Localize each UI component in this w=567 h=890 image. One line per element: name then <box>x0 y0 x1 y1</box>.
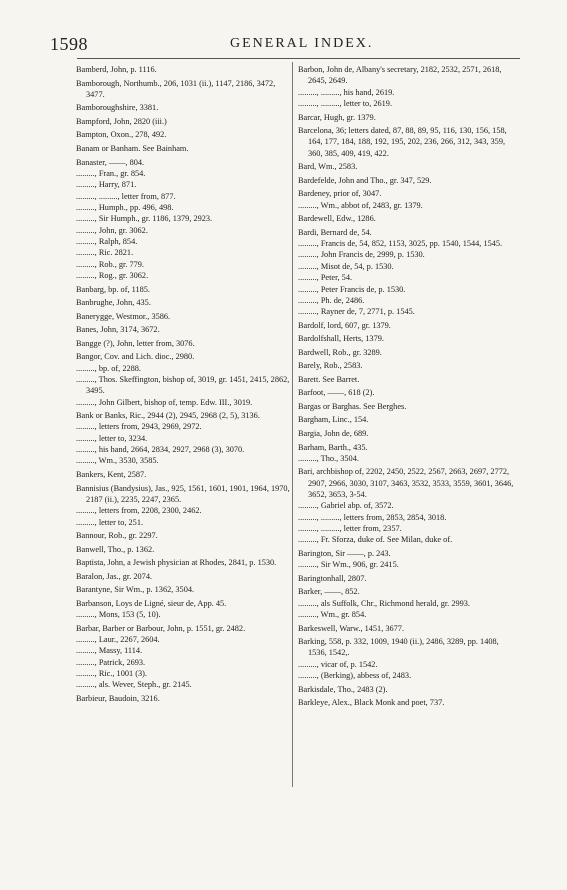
index-entry: Barington, Sir ——, p. 243. <box>298 548 391 558</box>
index-entry: Bard, Wm., 2583. <box>298 162 358 172</box>
index-entry: Banbarg, bp. of, 1185. <box>76 284 150 294</box>
index-subentry: ........., Ralph, 854. <box>76 236 138 246</box>
index-entry: Barkeswell, Warw., 1451, 3677. <box>298 623 405 633</box>
index-entry: Bampford, John, 2820 (iii.) <box>76 116 167 126</box>
index-subentry: ........., Tho., 3504. <box>298 453 359 463</box>
right-column <box>298 64 516 709</box>
index-subentry: ........., Peter Francis de, p. 1530. <box>298 284 406 294</box>
index-entry: Bari, archbishop of, 2202, 2450, 2522, 2567, 2663, 2697, 2772, 2907, 2966, 3030, 3107, 3463, 3532, 3533, 3559, 3601, 3646, 3652, 3653, 3-54. <box>298 467 514 500</box>
index-subentry: ........., Ric. 2821. <box>76 248 134 258</box>
running-title: GENERAL INDEX. <box>230 36 374 51</box>
index-subentry: ........., Peter, 54. <box>298 273 353 283</box>
left-column <box>76 64 294 704</box>
page-header <box>50 34 519 52</box>
index-entry: Bargas or Barghas. See Berghes. <box>298 401 407 411</box>
index-entry: Banbrughe, John, 435. <box>76 298 151 308</box>
index-subentry: ........., Ph. de, 2486. <box>298 295 365 305</box>
index-entry: Bardeney, prior of, 3047. <box>298 189 382 199</box>
index-entry: Barbon, John de, Albany's secretary, 2182, 2532, 2571, 2618, 2645, 2649. <box>298 65 502 86</box>
index-subentry: ........., vicar of, p. 1542. <box>298 659 378 669</box>
index-subentry: ........., Wm., abbot of, 2483, gr. 1379. <box>298 200 423 210</box>
index-entry: Barbanson, Loys de Ligné, sieur de, App. 45. <box>76 598 227 608</box>
index-subentry: ........., als. Wever, Steph., gr. 2145. <box>76 680 192 690</box>
index-entry: Barham, Barth., 435. <box>298 442 368 452</box>
index-subentry: ........., bp. of, 2288. <box>76 363 141 373</box>
index-entry: Bardefelde, John and Tho., gr. 347, 529. <box>298 175 432 185</box>
index-entry: Bargham, Linc., 154. <box>298 415 369 425</box>
index-entry: Bardi, Bernard de, 54. <box>298 227 372 237</box>
index-subentry: ........., Wm., gr. 854. <box>298 610 367 620</box>
index-subentry: ........., letter to, 251. <box>76 517 144 527</box>
index-subentry: ........., Rayner de, 7, 2771, p. 1545. <box>298 307 415 317</box>
index-subentry: ........., Wm., 3530, 3585. <box>76 456 159 466</box>
index-entry: Baptista, John, a Jewish physician at Rhodes, 2841, p. 1530. <box>76 558 277 568</box>
index-entry: Bampton, Oxon., 278, 492. <box>76 130 167 140</box>
index-entry: Baralon, Jas., gr. 2074. <box>76 571 153 581</box>
index-entry: Barkleye, Alex., Black Monk and poet, 737. <box>298 698 445 708</box>
index-entry: Barker, ——, 852. <box>298 587 360 597</box>
index-subentry: ........., letters from, 2943, 2969, 2972. <box>76 422 202 432</box>
index-subentry: ........., Sir Humph., gr. 1186, 1379, 2923. <box>76 214 213 224</box>
index-subentry: ........., letters from, 2208, 2300, 2462. <box>76 506 202 516</box>
index-entry: Bannour, Rob., gr. 2297. <box>76 531 158 541</box>
index-entry: Banam or Banham. See Bainham. <box>76 144 189 153</box>
index-entry: Barcelona, 36; letters dated, 87, 88, 89, 95, 116, 130, 156, 158, 164, 177, 184, 188, 192, 195, 202, 236, 266, 312, 343, 359, 360, 385, 409, 419, 422. <box>298 126 507 158</box>
index-entry: Barfoot, ——, 618 (2). <box>298 388 375 398</box>
index-subentry: ........., Fran., gr. 854. <box>76 168 146 178</box>
index-subentry: ........., Ric., 1001 (3). <box>76 668 147 678</box>
index-entry: Bardewell, Edw., 1286. <box>298 214 376 224</box>
index-entry: Barett. See Barret. <box>298 374 360 384</box>
index-entry: Bargia, John de, 689. <box>298 428 369 438</box>
index-entry: Bannisius (Bandysius), Jas., 925, 1561, 1601, 1901, 1964, 1970, 2187 (ii.), 2235, 2247, 2365. <box>76 483 290 504</box>
index-subentry: ........., John Francis de, 2999, p. 1530. <box>298 250 425 260</box>
index-entry: Bank or Banks, Ric., 2944 (2), 2945, 2968 (2, 5), 3136. <box>76 411 260 421</box>
index-entry: Bardolfshall, Herts, 1379. <box>298 334 384 344</box>
index-subentry: ........., Harry, 871. <box>76 180 137 190</box>
index-entry: Banes, John, 3174, 3672. <box>76 325 160 335</box>
index-entry: Barbar, Barber or Barbour, John, p. 1551, gr. 2482. <box>76 623 246 633</box>
index-entry: Bangor, Cov. and Lich. dioc., 2980. <box>76 352 195 362</box>
index-entry: Barcar, Hugh, gr. 1379. <box>298 112 376 122</box>
index-subentry: ........., ........., letter from, 877. <box>76 191 176 201</box>
index-subentry: ........., Laur., 2267, 2604. <box>76 634 160 644</box>
index-subentry: ........., letter to, 3234. <box>76 433 148 443</box>
index-subentry: ........., Mons, 153 (5, 10). <box>76 610 161 620</box>
index-entry: Banwell, Tho., p. 1362. <box>76 544 155 554</box>
index-subentry: ........., Rob., gr. 779. <box>76 259 144 269</box>
index-subentry: ........., ........., letters from, 2853, 2854, 3018. <box>298 512 447 522</box>
index-subentry: ........., Fr. Sforza, duke of. See Milan, duke of. <box>298 535 453 545</box>
index-entry: Bamborough, Northumb., 206, 1031 (ii.), 1147, 2186, 3472, 3477. <box>76 78 276 99</box>
index-entry: Bamberd, John, p. 1116. <box>76 65 157 74</box>
index-entry: Barely, Rob., 2583. <box>298 361 363 371</box>
index-entry: Barkisdale, Tho., 2483 (2). <box>298 684 388 694</box>
index-subentry: ........., Gabriel abp. of, 3572. <box>298 501 394 511</box>
header-rule <box>77 58 520 59</box>
index-entry: Bardwell, Rob., gr. 3289. <box>298 347 382 357</box>
index-subentry: ........., Sir Wm., 906, gr. 2415. <box>298 560 399 570</box>
index-subentry: ........., Francis de, 54, 852, 1153, 3025, pp. 1540, 1544, 1545. <box>298 239 503 249</box>
index-entry: Bankers, Kent, 2587. <box>76 469 147 479</box>
index-subentry: ........., Humph., pp. 496, 498. <box>76 202 174 212</box>
index-subentry: ........., Patrick, 2693. <box>76 657 146 667</box>
index-subentry: ........., (Berking), abbess of, 2483. <box>298 671 412 681</box>
index-subentry: ........., ........., letter from, 2357. <box>298 524 402 534</box>
index-entry: Bardolf, lord, 607, gr. 1379. <box>298 320 391 330</box>
index-subentry: ........., Massy, 1114. <box>76 646 143 656</box>
index-entry: Barantyne, Sir Wm., p. 1362, 3504. <box>76 585 195 595</box>
index-entry: Banaster, ——, 804. <box>76 157 145 167</box>
index-entry: Bamboroughshire, 3381. <box>76 103 159 113</box>
index-subentry: ........., ........., his hand, 2619. <box>298 87 395 97</box>
index-entry: Bangge (?), John, letter from, 3076. <box>76 338 195 348</box>
index-entry: Barbieur, Baudoin, 3216. <box>76 693 160 703</box>
index-subentry: ........., John Gilbert, bishop of, temp. Edw. III., 3019. <box>76 397 253 407</box>
index-subentry: ........., Rog., gr. 3062. <box>76 270 149 280</box>
index-subentry: ........., Thos. Skeffington, bishop of, 3019, gr. 1451, 2415, 2862, 3495. <box>76 374 290 396</box>
index-entry: Banerygge, Westmor., 3586. <box>76 311 171 321</box>
index-entry: Barking, 558, p. 332, 1009, 1940 (ii.), 2486, 3289, pp. 1408, 1536, 1542,. <box>298 637 499 658</box>
index-subentry: ........., als Suffolk, Chr., Richmond herald, gr. 2993. <box>298 598 470 608</box>
index-subentry: ........., John, gr. 3062. <box>76 225 148 235</box>
index-entry: Baringtonhall, 2807. <box>298 573 367 583</box>
index-subentry: ........., ........., letter to, 2619. <box>298 99 393 109</box>
index-subentry: ........., his hand, 2664, 2834, 2927, 2968 (3), 3070. <box>76 445 245 455</box>
page-number: 1598 <box>50 34 88 54</box>
index-subentry: ........., Misot de, 54, p. 1530. <box>298 261 394 271</box>
